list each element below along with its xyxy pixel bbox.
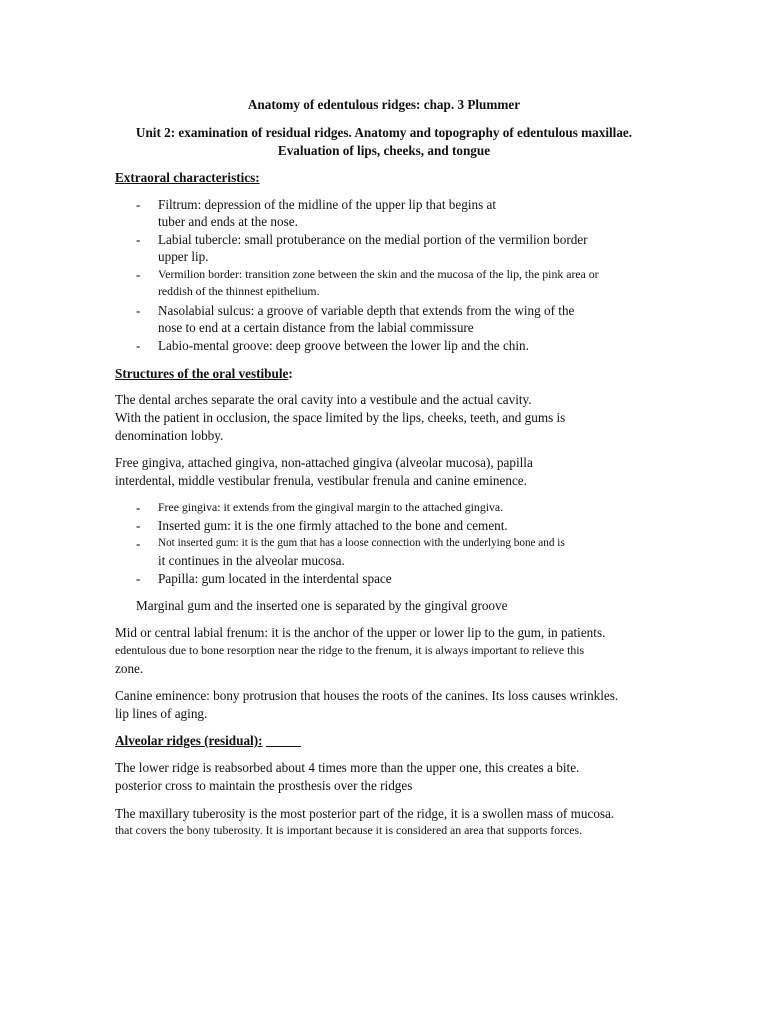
bullet-dash: - bbox=[136, 571, 141, 586]
list-item-text: nose to end at a certain distance from the labial commissure bbox=[158, 320, 474, 335]
paragraph-line: The maxillary tuberosity is the most posterior part of the ridge, it is a swollen mass of mucosa. bbox=[115, 806, 615, 821]
vestibule-heading bbox=[115, 365, 293, 382]
bullet-dash: - bbox=[136, 338, 141, 353]
list-item-text: reddish of the thinnest epithelium. bbox=[158, 284, 320, 298]
list-item-text: tuber and ends at the nose. bbox=[158, 214, 298, 229]
list-item-text: Free gingiva: it extends from the gingival margin to the attached gingiva. bbox=[158, 500, 504, 514]
list-item-text: Papilla: gum located in the interdental space bbox=[158, 571, 392, 586]
extraoral-heading: Extraoral characteristics: bbox=[115, 170, 260, 185]
paragraph-line: interdental, middle vestibular frenula, vestibular frenula and canine eminence. bbox=[115, 473, 527, 488]
paragraph-line: lip lines of aging. bbox=[115, 706, 208, 721]
bullet-dash: - bbox=[136, 232, 141, 247]
list-item-text: Nasolabial sulcus: a groove of variable depth that extends from the wing of the bbox=[158, 303, 575, 318]
paragraph-line: The lower ridge is reabsorbed about 4 times more than the upper one, this creates a bite. bbox=[115, 760, 580, 775]
bullet-dash: - bbox=[136, 303, 141, 318]
list-item-text: Vermilion border: transition zone between the skin and the mucosa of the lip, the pink area or bbox=[158, 267, 599, 281]
bullet-dash: - bbox=[136, 267, 141, 282]
paragraph-line: With the patient in occlusion, the space limited by the lips, cheeks, teeth, and gums is bbox=[115, 410, 566, 425]
indented-note: Marginal gum and the inserted one is separated by the gingival groove bbox=[136, 598, 508, 613]
paragraph-line: The dental arches separate the oral cavity into a vestibule and the actual cavity. bbox=[115, 392, 532, 407]
paragraph-line: denomination lobby. bbox=[115, 428, 224, 443]
heading-underline-extension bbox=[266, 746, 301, 747]
list-item-text: Labial tubercle: small protuberance on the medial portion of the vermilion border bbox=[158, 232, 588, 247]
list-item-text: Filtrum: depression of the midline of the upper lip that begins at bbox=[158, 197, 497, 212]
bullet-dash: - bbox=[136, 536, 141, 551]
paragraph-line: posterior cross to maintain the prosthesis over the ridges bbox=[115, 778, 413, 793]
paragraph-line: Canine eminence: bony protrusion that houses the roots of the canines. Its loss causes wrinkles. bbox=[115, 688, 619, 703]
ridges-heading: Alveolar ridges (residual): bbox=[115, 733, 263, 748]
paragraph-line: Free gingiva, attached gingiva, non-attached gingiva (alveolar mucosa), papilla bbox=[115, 455, 533, 470]
paragraph-line: zone. bbox=[115, 661, 144, 676]
vestibule-heading-text: Structures of the oral vestibule bbox=[115, 366, 289, 381]
document-subtitle-line-1: Unit 2: examination of residual ridges. Anatomy and topography of edentulous maxillae. bbox=[135, 125, 633, 140]
document-title: Anatomy of edentulous ridges: chap. 3 Plummer bbox=[247, 97, 521, 112]
bullet-dash: - bbox=[136, 500, 141, 515]
list-item-text: Inserted gum: it is the one firmly attached to the bone and cement. bbox=[158, 518, 508, 533]
vestibule-heading-colon: : bbox=[288, 366, 293, 381]
list-item-text: Not inserted gum: it is the gum that has a loose connection with the underlying bone and is bbox=[158, 537, 565, 549]
list-item-text: Labio-mental groove: deep groove between the lower lip and the chin. bbox=[158, 338, 529, 353]
paragraph-line: Mid or central labial frenum: it is the anchor of the upper or lower lip to the gum, in patients. bbox=[115, 625, 606, 640]
list-item-text: upper lip. bbox=[158, 249, 209, 264]
bullet-dash: - bbox=[136, 197, 141, 212]
bullet-dash: - bbox=[136, 518, 141, 533]
paragraph-line: that covers the bony tuberosity. It is important because it is considered an area that supports forces. bbox=[115, 823, 583, 837]
list-item-text: it continues in the alveolar mucosa. bbox=[158, 553, 345, 568]
document-subtitle-line-2: Evaluation of lips, cheeks, and tongue bbox=[277, 143, 491, 158]
paragraph-line: edentulous due to bone resorption near the ridge to the frenum, it is always important to relieve this bbox=[115, 643, 585, 657]
